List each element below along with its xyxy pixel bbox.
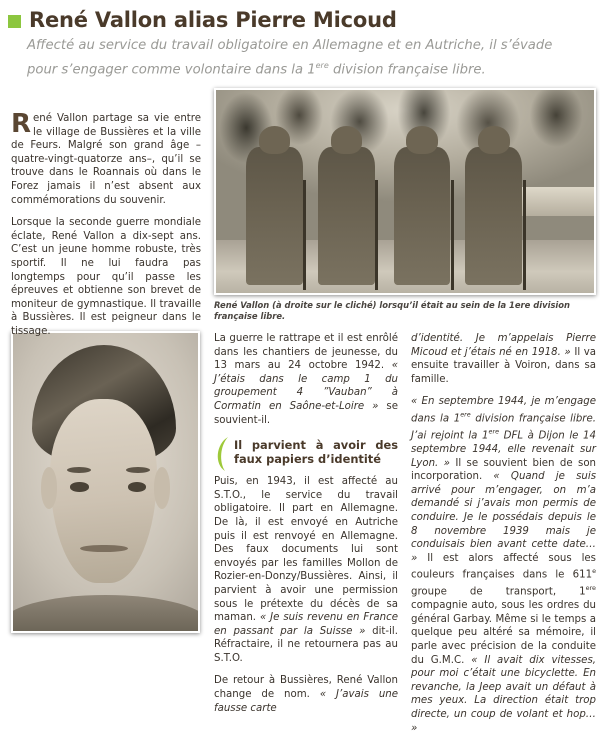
body-column-middle: [214, 332, 398, 724]
standfirst-ordinal-sup: ere: [315, 60, 329, 70]
paragraph: [11, 216, 201, 338]
portrait-ear-right: [154, 467, 171, 509]
portrait-eyebrow-right: [126, 467, 150, 473]
paragraph: [214, 332, 398, 427]
drop-cap: R: [11, 109, 32, 139]
paragraph-text: Il se souvient bien de son incorporation.: [411, 457, 597, 483]
group-photo-soldier: [465, 147, 522, 285]
group-photo-soldier: [394, 147, 451, 285]
green-square-bullet-icon: [8, 15, 21, 28]
body-column-left: [11, 109, 201, 348]
green-arc-icon: [212, 436, 234, 472]
paragraph-text: Il va ensuite travailler à Voiron, dans sa famille.: [411, 346, 596, 385]
body-column-right: [411, 332, 596, 744]
paragraph-text: se souvient-il.: [214, 400, 398, 426]
ordinal-sup: e: [592, 567, 596, 576]
paragraph-text: Il est alors affecté sous les couleurs françaises dans le 611: [411, 552, 596, 581]
group-photo-caption: René Vallon (à droite sur le cliché) lorsqu’il était au sein de la 1ere division française libre.: [214, 300, 571, 321]
paragraph-text: Lorsque la seconde guerre mondiale éclate, René Vallon a dix-sept ans. C’est un jeune homme robuste, très sportif. Il ne lui faudra pas longtemps pour qu’il passe les épreuves et obtienne son brevet de moniteur de gymnastique. Il travaille à Bussières. Il est peigneur dans le tissage.: [11, 217, 201, 337]
portrait-eye-right: [128, 482, 147, 492]
ordinal-sup: ere: [488, 427, 500, 436]
quotation-text: « J’avais une fausse carte: [214, 689, 398, 714]
quotation-text: « Quand je suis arrivé pour m’engager, on m’a demandé si j’avais mon permis de conduire. Je le possédais depuis le 8 novembre 1939 mais je conduisais bien avant cette date… »: [411, 471, 596, 564]
paragraph: [11, 109, 201, 207]
portrait-eyebrow-left: [67, 467, 91, 473]
paragraph-text: groupe de transport, 1: [411, 586, 586, 598]
quotation-text: « Je suis revenu en France en passant par la Suisse »: [214, 612, 398, 637]
paragraph-text: De retour à Bussières, René Vallon change de nom.: [214, 675, 398, 701]
paragraph-text: Puis, en 1943, il est affecté au S.T.O., le service du travail obligatoire. Il part en Allemagne. De là, il est envoyé en Autriche puis il est renvoyé en Allemagne. Des faux documents lui sont envoyés par les familles Mollon de Rozier-en-Donzy/Bussières. Ainsi, il parvient à avoir une permission sous le prétexte du décès de sa maman.: [214, 476, 398, 624]
paragraph: [214, 475, 398, 665]
quotation-text: division française libre. J’ai rejoint la 1: [411, 413, 596, 442]
quotation-text: « En septembre 1944, je m’engage dans la 1: [411, 396, 596, 425]
portrait-photo: [11, 331, 200, 633]
paragraph-text: La guerre le rattrape et il est enrôlé dans les chantiers de jeunesse, du 13 mars au 24 octobre 1942.: [214, 333, 398, 372]
paragraph-text: compagnie auto, sous les ordres du général Garbay. Même si le temps a quelque peu altéré sa mémoire, il parle avec précision de la conduite du G.M.C.: [411, 600, 596, 666]
standfirst: [27, 36, 572, 79]
portrait-shoulder: [11, 595, 200, 631]
page-title-row: [8, 6, 592, 34]
quotation-text: d’identité. Je m’appelais Pierre Micoud et j’étais né en 1918. »: [411, 333, 596, 358]
portrait-eye-left: [70, 482, 89, 492]
paragraph: [214, 674, 398, 715]
group-photo: [214, 88, 596, 295]
standfirst-line-2-post: division: [328, 61, 384, 77]
standfirst-line-2-pre: il s’évade pour s’engager comme volontaire dans la 1: [27, 38, 553, 77]
group-photo-soldier: [318, 147, 375, 285]
group-photo-soldier: [246, 147, 303, 285]
standfirst-line-3: française libre.: [387, 61, 486, 77]
standfirst-line-1: Affecté au service du travail obligatoire en Allemagne et en Autriche,: [27, 38, 486, 53]
section-subheading-text: Il parvient à avoir des faux papiers d’identité: [234, 438, 398, 467]
quotation-text: « Il avait dix vitesses, pour moi c’était une bicyclette. En revanche, la Jeep avait un défaut à mes yeux. La direction était trop directe, un coup de volant et hop… »: [411, 654, 596, 734]
page-title: René Vallon alias Pierre Micoud: [29, 8, 397, 32]
paragraph: [411, 332, 596, 386]
portrait-mouth: [80, 545, 128, 553]
section-subheading: [214, 438, 398, 466]
ordinal-sup: ere: [460, 410, 471, 419]
paragraph-text: dit-il. Réfractaire, il ne retournera pas au S.T.O.: [214, 625, 398, 664]
paragraph-text: ené Vallon partage sa vie entre le village de Bussières et la ville de Feurs. Malgré son grand âge –quatre-vingt-quatorze ans–, qu’il se trouve dans le Roannais où dans le Forez jamais il n’est absent aux commémorations du souvenir.: [11, 113, 201, 206]
ordinal-sup: ere: [585, 584, 596, 593]
quotation-text: DFL à Dijon le 14 septembre 1944, elle revenait sur Lyon. »: [411, 430, 596, 469]
quotation-text: « J’étais dans le camp 1 du groupement 4 ”Vauban” à Cormatin en Saône-et-Loire »: [214, 360, 398, 412]
paragraph: [411, 395, 596, 735]
